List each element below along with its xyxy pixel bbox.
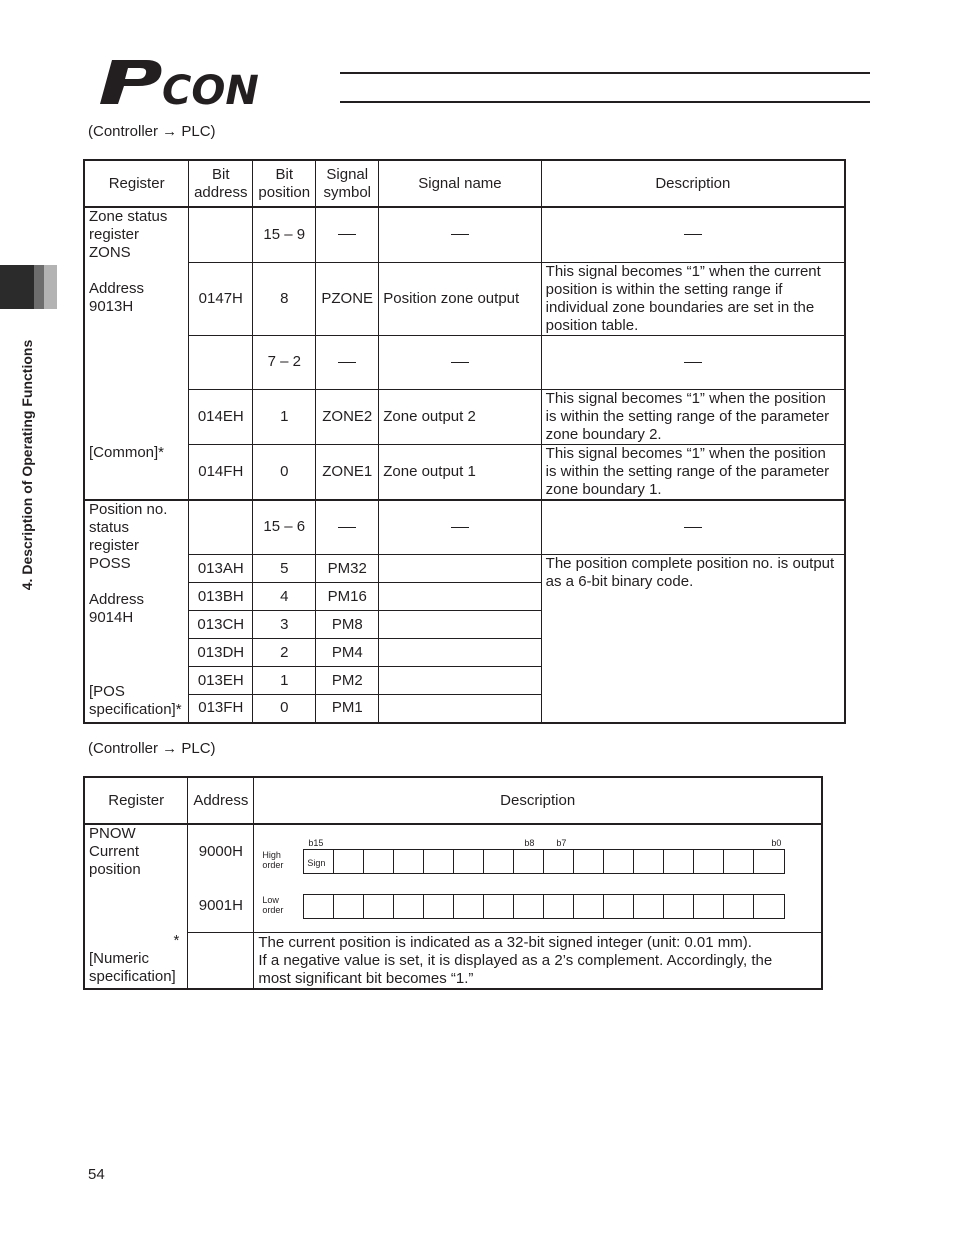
register-line: Zone status [89, 208, 168, 225]
signal-symbol: ZONE2 [316, 389, 379, 444]
high-order-bits [303, 849, 785, 874]
register-star: * [173, 932, 180, 949]
bit-cell [574, 850, 604, 873]
description: This signal becomes “1” when the position is within the setting range of the parameter zone boundary 1. [541, 444, 845, 500]
bit-cell [514, 850, 544, 873]
header-register: Register [84, 160, 189, 207]
signal-symbol: PM16 [316, 583, 379, 611]
table-row [84, 207, 845, 262]
current-position-table [83, 776, 823, 990]
table-row [84, 932, 822, 989]
bit-address [189, 500, 253, 555]
bit-cell [394, 850, 424, 873]
description: This signal becomes “1” when the position is within the setting range of the parameter zone boundary 2. [541, 389, 845, 444]
bit-cell [424, 850, 454, 873]
zone-status-table [83, 159, 846, 724]
bit-cell [724, 850, 754, 873]
reserved-dash [451, 527, 469, 528]
register-line: POSS [89, 554, 131, 572]
description-line: most significant bit becomes “1.” [258, 969, 474, 987]
header-description: Description [541, 160, 845, 207]
signal-name [379, 611, 541, 639]
bit-position: 5 [253, 555, 316, 583]
pcon-logo [98, 56, 334, 113]
signal-symbol [316, 335, 379, 389]
bit-address: 0147H [189, 262, 253, 335]
description [541, 207, 845, 262]
bit-label-b0: b0 [771, 838, 782, 848]
register-line: status [89, 518, 130, 536]
reserved-dash [338, 234, 356, 235]
bit-cell [634, 850, 664, 873]
bit-cell [394, 895, 424, 918]
bit-cell [364, 850, 394, 873]
signal-name [379, 639, 541, 667]
signal-name [379, 695, 541, 723]
description [541, 335, 845, 389]
bit-cell [364, 895, 394, 918]
bit-position: 8 [253, 262, 316, 335]
bit-address: 013FH [189, 695, 253, 723]
signal-name [379, 583, 541, 611]
bit-position: 4 [253, 583, 316, 611]
address-low: 9001H [198, 897, 243, 914]
bit-cell [484, 850, 514, 873]
bit-position: 15 – 6 [253, 500, 316, 555]
register-line: Current [89, 843, 140, 860]
register-line: PNOW [89, 825, 136, 842]
register-line: Address [89, 590, 145, 608]
signal-name [379, 207, 541, 262]
signal-symbol: ZONE1 [316, 444, 379, 500]
bit-label-b7: b7 [556, 838, 567, 848]
register-line: ZONS [89, 244, 131, 261]
header-register: Register [84, 777, 188, 824]
reserved-dash [684, 527, 702, 528]
bit-cell [754, 850, 784, 873]
chapter-tab [0, 265, 57, 309]
reserved-dash [338, 362, 356, 363]
bit-address: 014FH [189, 444, 253, 500]
header-signal-symbol: Signal symbol [316, 160, 379, 207]
zons-register-cell [84, 207, 189, 500]
bit-cell [694, 895, 724, 918]
bit-address: 013CH [189, 611, 253, 639]
bit-cell [334, 895, 364, 918]
header-rule-bottom [340, 101, 870, 103]
poss-description: The position complete position no. is output as a 6-bit binary code. [541, 555, 845, 723]
reserved-dash [684, 234, 702, 235]
bit-cell [574, 895, 604, 918]
table-row [84, 500, 845, 555]
poss-register-cell [84, 500, 189, 723]
table-row [84, 444, 845, 500]
reserved-dash [451, 362, 469, 363]
bit-cell [544, 850, 574, 873]
low-order-label: Low order [262, 895, 284, 915]
bit-position: 0 [253, 444, 316, 500]
signal-name: Zone output 2 [379, 389, 541, 444]
bit-position: 1 [253, 389, 316, 444]
table-header-row [84, 777, 822, 824]
pnow-description [254, 932, 822, 989]
register-line: register [89, 226, 140, 243]
reserved-dash [338, 527, 356, 528]
table-row [84, 335, 845, 389]
table-row [84, 555, 845, 583]
bit-address [189, 207, 253, 262]
register-line: register [89, 536, 140, 554]
high-order-label: High order [262, 850, 284, 870]
bit-cell [694, 850, 724, 873]
bit-label-b8: b8 [524, 838, 535, 848]
table2-caption: (Controller → PLC) [88, 740, 216, 757]
register-note: specification] [89, 968, 176, 985]
register-line: position [89, 861, 141, 878]
description [541, 500, 845, 555]
address-cell [188, 824, 254, 932]
bit-diagram-cell [254, 824, 822, 932]
bit-address: 013DH [189, 639, 253, 667]
register-spacer [89, 262, 184, 280]
description-line: If a negative value is set, it is displayed as a 2’s complement. Accordingly, the [258, 951, 773, 969]
signal-name [379, 555, 541, 583]
bit-address: 013EH [189, 667, 253, 695]
bit-address: 014EH [189, 389, 253, 444]
signal-symbol [316, 207, 379, 262]
signal-name: Position zone output [379, 262, 541, 335]
description-line: The current position is indicated as a 32-bit signed integer (unit: 0.01 mm). [258, 933, 752, 951]
logo-graphic [98, 56, 334, 108]
register-note: [POS [89, 682, 125, 700]
header-bit-address: Bit address [189, 160, 253, 207]
register-line: 9013H [89, 298, 134, 315]
bit-cell [454, 850, 484, 873]
bit-position: 15 – 9 [253, 207, 316, 262]
header-description: Description [254, 777, 822, 824]
description: This signal becomes “1” when the current position is within the setting range if individual zone boundaries are set in the position table. [541, 262, 845, 335]
bit-cell [634, 895, 664, 918]
bit-cell [754, 895, 784, 918]
bit-position: 2 [253, 639, 316, 667]
table1-caption: (Controller → PLC) [88, 123, 216, 140]
bit-position: 1 [253, 667, 316, 695]
bit-label-b15: b15 [308, 838, 324, 848]
bit-address: 013AH [189, 555, 253, 583]
signal-symbol: PM1 [316, 695, 379, 723]
bit-cell [604, 850, 634, 873]
signal-symbol: PM32 [316, 555, 379, 583]
table-row [84, 262, 845, 335]
bit-cell [454, 895, 484, 918]
reserved-dash [451, 234, 469, 235]
bit-cell [664, 850, 694, 873]
signal-symbol: PM4 [316, 639, 379, 667]
table-row [84, 389, 845, 444]
header-bit-position: Bit position [253, 160, 316, 207]
bit-cell [544, 895, 574, 918]
low-order-bits [303, 894, 785, 919]
register-line: Address [89, 280, 145, 297]
signal-symbol: PM2 [316, 667, 379, 695]
header-address: Address [188, 777, 254, 824]
bit-cell [664, 895, 694, 918]
signal-name [379, 335, 541, 389]
pnow-register-cell [84, 824, 188, 989]
register-line: 9014H [89, 608, 134, 626]
sign-bit: Sign [304, 850, 334, 873]
register-note: [Common]* [89, 444, 165, 461]
bit-address [189, 335, 253, 389]
table-header-row [84, 160, 845, 207]
header-rule-top [340, 72, 870, 74]
register-line: Position no. [89, 500, 168, 518]
bit-cell [724, 895, 754, 918]
register-note: [Numeric [89, 950, 150, 967]
bit-address: 013BH [189, 583, 253, 611]
chapter-label: 4. Description of Operating Functions [19, 339, 35, 591]
bit-cell [484, 895, 514, 918]
signal-name: Zone output 1 [379, 444, 541, 500]
reserved-dash [684, 362, 702, 363]
signal-name [379, 500, 541, 555]
table-row [84, 824, 822, 932]
register-note: specification]* [89, 700, 182, 718]
bit-cell [604, 895, 634, 918]
svg-text:CON: CON [162, 68, 259, 108]
register-spacer [89, 573, 184, 591]
bit-cell [334, 850, 364, 873]
signal-symbol [316, 500, 379, 555]
bit-position: 7 – 2 [253, 335, 316, 389]
signal-symbol: PM8 [316, 611, 379, 639]
bit-cell [304, 895, 334, 918]
page-number: 54 [88, 1166, 105, 1183]
bit-position: 3 [253, 611, 316, 639]
bit-cell [424, 895, 454, 918]
address-cell-empty [188, 932, 254, 989]
address-high: 9000H [198, 843, 243, 860]
bit-cell [514, 895, 544, 918]
bit-position: 0 [253, 695, 316, 723]
signal-name [379, 667, 541, 695]
header-signal-name: Signal name [379, 160, 541, 207]
signal-symbol: PZONE [316, 262, 379, 335]
